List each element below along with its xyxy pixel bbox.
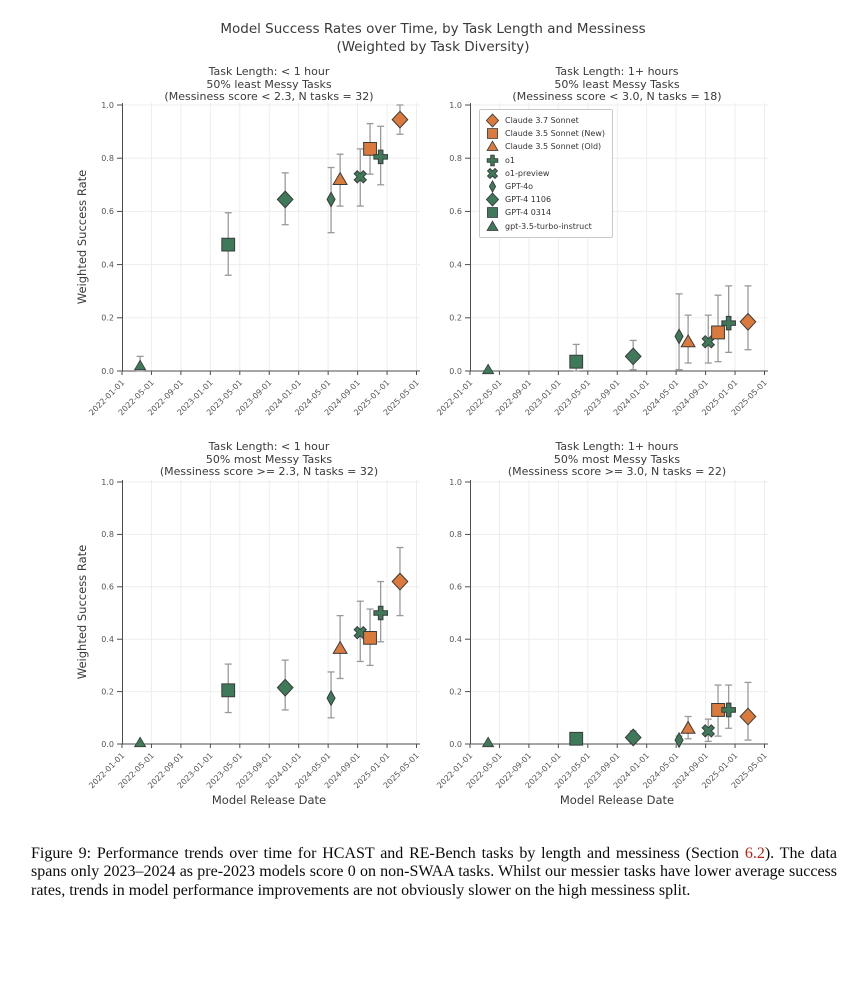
- svg-text:0.6: 0.6: [101, 582, 114, 592]
- legend-label: GPT-4o: [505, 182, 534, 192]
- y-tick-labels: [449, 478, 470, 749]
- svg-text:0.4: 0.4: [449, 635, 462, 644]
- marker-triangle-icon: [483, 737, 494, 746]
- svg-text:1.0: 1.0: [449, 100, 462, 110]
- marker-triangle-icon: [484, 220, 501, 233]
- subplot-title-line: Task Length: < 1 hour: [208, 440, 330, 453]
- svg-text:2022-09-01: 2022-09-01: [494, 751, 534, 791]
- svg-text:2024-05-01: 2024-05-01: [293, 751, 333, 791]
- marker-diamond-icon: [484, 193, 501, 206]
- marker-square-icon: [484, 127, 501, 140]
- svg-text:0.8: 0.8: [101, 530, 114, 540]
- y-tick-labels: [101, 101, 122, 376]
- data-points: [135, 105, 408, 371]
- caption-text-before-link: Figure 9: Performance trends over time for HCAST and RE-Bench tasks by length and messiness (Section: [31, 845, 745, 862]
- marker-square-icon: [570, 355, 583, 368]
- subplot-title-line: Task Length: 1+ hours: [555, 65, 679, 78]
- svg-text:2023-09-01: 2023-09-01: [234, 751, 274, 791]
- svg-text:2022-09-01: 2022-09-01: [146, 751, 186, 791]
- svg-text:0.2: 0.2: [449, 687, 462, 697]
- marker-square-icon: [570, 732, 583, 745]
- marker-diamond-icon: [625, 729, 641, 746]
- marker-triangle-icon: [135, 737, 146, 746]
- svg-text:2022-05-01: 2022-05-01: [116, 751, 156, 791]
- svg-text:2023-01-01: 2023-01-01: [523, 751, 563, 791]
- svg-text:2025-01-01: 2025-01-01: [352, 378, 392, 418]
- svg-text:0.2: 0.2: [101, 687, 114, 697]
- subplot-title-line: Task Length: < 1 hour: [208, 65, 330, 78]
- svg-text:0.0: 0.0: [101, 739, 114, 749]
- svg-text:2023-01-01: 2023-01-01: [175, 378, 215, 418]
- marker-diamond-icon: [625, 348, 641, 365]
- svg-text:0.4: 0.4: [101, 260, 114, 270]
- legend: [479, 109, 613, 238]
- marker-plus-icon: [374, 606, 388, 620]
- y-axis-label-bottom: Weighted Success Rate: [75, 544, 89, 680]
- subplot-title-line: (Messiness score >= 2.3, N tasks = 32): [159, 465, 379, 479]
- marker-diamond-icon: [392, 573, 408, 590]
- svg-text:0.4: 0.4: [101, 635, 114, 644]
- marker-diamond-icon: [277, 679, 293, 696]
- legend-label: GPT-4 0314: [505, 208, 552, 218]
- svg-text:0.6: 0.6: [449, 582, 462, 592]
- subplot-title-bottom-left: [104, 441, 434, 479]
- legend-item-gpt-4-1106: [484, 193, 605, 206]
- svg-text:2025-01-01: 2025-01-01: [352, 751, 392, 791]
- legend-label: GPT-4 1106: [505, 195, 552, 205]
- legend-label: Claude 3.7 Sonnet: [505, 116, 579, 126]
- svg-text:2023-05-01: 2023-05-01: [204, 751, 245, 791]
- svg-text:0.0: 0.0: [449, 739, 462, 749]
- svg-text:2022-01-01: 2022-01-01: [87, 378, 127, 418]
- marker-square-icon: [222, 238, 235, 251]
- svg-text:2022-05-01: 2022-05-01: [464, 751, 504, 791]
- marker-square-icon: [222, 684, 235, 697]
- subplot-title-line: (Messiness score >= 3.0, N tasks = 22): [507, 465, 727, 479]
- legend-item-gpt-4-0314: [484, 206, 605, 219]
- figure-title-line2: (Weighted by Task Diversity): [336, 39, 530, 55]
- svg-text:2024-01-01: 2024-01-01: [611, 751, 652, 791]
- legend-item-gpt-3-5-turbo-instruct: [484, 220, 605, 233]
- legend-item-o1-preview: [484, 167, 605, 180]
- legend-label: gpt-3.5-turbo-instruct: [505, 221, 592, 231]
- marker-x-icon: [484, 167, 501, 180]
- svg-text:2024-01-01: 2024-01-01: [263, 378, 304, 418]
- subplot-title-line: Task Length: 1+ hours: [555, 440, 679, 453]
- svg-text:2025-05-01: 2025-05-01: [729, 751, 769, 791]
- marker-thin-diamond-icon: [484, 180, 501, 193]
- marker-triangle-icon: [681, 721, 695, 733]
- svg-text:2022-09-01: 2022-09-01: [494, 378, 534, 418]
- data-points: [135, 548, 408, 747]
- subplot-title-line: 50% least Messy Tasks: [554, 77, 680, 91]
- subplot-title-bottom-right: [452, 441, 782, 479]
- svg-text:0.0: 0.0: [101, 366, 114, 376]
- svg-text:2023-09-01: 2023-09-01: [582, 378, 622, 418]
- legend-label: Claude 3.5 Sonnet (New): [505, 129, 605, 139]
- svg-text:2023-01-01: 2023-01-01: [523, 378, 563, 418]
- marker-diamond-icon: [740, 313, 756, 330]
- data-points: [483, 682, 756, 747]
- marker-triangle-icon: [483, 364, 494, 373]
- plot-bottom-right: [435, 477, 769, 806]
- x-tick-labels: [87, 371, 421, 417]
- svg-text:2022-01-01: 2022-01-01: [435, 378, 475, 418]
- y-axis-label-top: Weighted Success Rate: [75, 169, 89, 305]
- x-axis-label-right: Model Release Date: [559, 793, 675, 807]
- legend-label: o1-preview: [505, 168, 550, 178]
- marker-diamond-icon: [277, 191, 293, 208]
- subplot-title-top-left: [104, 66, 434, 104]
- y-tick-labels: [449, 101, 470, 376]
- svg-text:1.0: 1.0: [101, 477, 114, 487]
- svg-text:2023-09-01: 2023-09-01: [582, 751, 622, 791]
- legend-item-claude-3-5-sonnet-new: [484, 127, 605, 140]
- subplot-title-line: (Messiness score < 3.0, N tasks = 18): [512, 90, 722, 104]
- svg-text:2022-01-01: 2022-01-01: [87, 751, 127, 791]
- svg-text:1.0: 1.0: [449, 477, 462, 487]
- marker-square-icon: [364, 142, 377, 155]
- svg-text:2023-05-01: 2023-05-01: [552, 751, 593, 791]
- svg-text:2023-05-01: 2023-05-01: [204, 378, 245, 418]
- svg-text:2025-05-01: 2025-05-01: [729, 378, 769, 418]
- svg-text:2024-09-01: 2024-09-01: [670, 751, 711, 791]
- svg-text:0.6: 0.6: [101, 207, 114, 217]
- data-points: [483, 286, 756, 374]
- svg-text:2024-01-01: 2024-01-01: [611, 378, 652, 418]
- svg-text:2024-09-01: 2024-09-01: [322, 378, 363, 418]
- marker-square-icon: [364, 631, 377, 644]
- marker-triangle-icon: [333, 173, 347, 185]
- figure-title: [0, 20, 866, 56]
- svg-text:2023-09-01: 2023-09-01: [234, 378, 274, 418]
- x-axis-label-left: Model Release Date: [211, 793, 327, 807]
- svg-text:2025-01-01: 2025-01-01: [700, 751, 740, 791]
- legend-item-gpt-4o: [484, 180, 605, 193]
- subplot-title-top-right: [452, 66, 782, 104]
- svg-text:0.8: 0.8: [449, 154, 462, 163]
- legend-item-claude-3-5-sonnet-old: [484, 140, 605, 153]
- svg-text:2023-05-01: 2023-05-01: [552, 378, 593, 418]
- svg-text:0.2: 0.2: [101, 313, 114, 323]
- marker-diamond-icon: [484, 114, 501, 127]
- svg-text:0.8: 0.8: [101, 154, 114, 163]
- svg-text:2022-01-01: 2022-01-01: [435, 751, 475, 791]
- subplot-title-line: 50% most Messy Tasks: [205, 452, 333, 466]
- svg-text:2025-05-01: 2025-05-01: [381, 751, 421, 791]
- section-link[interactable]: 6.2: [744, 845, 765, 862]
- marker-triangle-icon: [333, 642, 347, 654]
- figure-caption: [31, 845, 837, 900]
- svg-text:0.8: 0.8: [449, 530, 462, 540]
- marker-diamond-icon: [740, 708, 756, 725]
- svg-text:2024-09-01: 2024-09-01: [670, 378, 711, 418]
- svg-text:0.4: 0.4: [449, 260, 462, 270]
- figure-title-line1: Model Success Rates over Time, by Task Length and Messiness: [220, 21, 646, 37]
- svg-text:0.0: 0.0: [449, 366, 462, 376]
- marker-square-icon: [712, 326, 725, 339]
- svg-text:2022-05-01: 2022-05-01: [464, 378, 504, 418]
- subplot-title-line: 50% most Messy Tasks: [553, 452, 681, 466]
- svg-text:2024-05-01: 2024-05-01: [641, 751, 681, 791]
- caption-text-after-link: ). The data spans only 2023–2024 as pre-2023 models score 0 on non-SWAA tasks. Whilst our messier tasks have lower average success rates, trends in model performance improvements are not obviously slower on the high messiness split.: [31, 845, 838, 899]
- svg-text:2024-05-01: 2024-05-01: [293, 378, 333, 418]
- svg-text:0.6: 0.6: [449, 207, 462, 217]
- x-tick-labels: [87, 744, 421, 790]
- svg-text:0.2: 0.2: [449, 313, 462, 323]
- svg-text:2024-05-01: 2024-05-01: [641, 378, 681, 418]
- subplot-title-line: (Messiness score < 2.3, N tasks = 32): [164, 90, 374, 104]
- svg-text:2022-05-01: 2022-05-01: [116, 378, 156, 418]
- svg-text:2024-01-01: 2024-01-01: [263, 751, 304, 791]
- x-tick-labels: [435, 744, 769, 790]
- marker-triangle-icon: [484, 140, 501, 153]
- plot-bottom-left: [87, 477, 421, 806]
- subplot-title-line: 50% least Messy Tasks: [206, 77, 332, 91]
- legend-label: Claude 3.5 Sonnet (Old): [505, 142, 602, 152]
- svg-text:2023-01-01: 2023-01-01: [175, 751, 215, 791]
- marker-plus-icon: [484, 154, 501, 167]
- svg-text:2022-09-01: 2022-09-01: [146, 378, 186, 418]
- svg-text:2024-09-01: 2024-09-01: [322, 751, 363, 791]
- legend-label: o1: [505, 155, 515, 165]
- legend-item-o1: [484, 154, 605, 167]
- y-tick-labels: [101, 478, 122, 749]
- svg-text:2025-01-01: 2025-01-01: [700, 378, 740, 418]
- marker-square-icon: [484, 206, 501, 219]
- svg-text:1.0: 1.0: [101, 100, 114, 110]
- x-tick-labels: [435, 371, 769, 417]
- svg-text:2025-05-01: 2025-05-01: [381, 378, 421, 418]
- plot-top-left: [87, 100, 421, 433]
- marker-diamond-icon: [392, 111, 408, 128]
- marker-triangle-icon: [135, 360, 146, 369]
- legend-item-claude-3-7-sonnet: [484, 114, 605, 127]
